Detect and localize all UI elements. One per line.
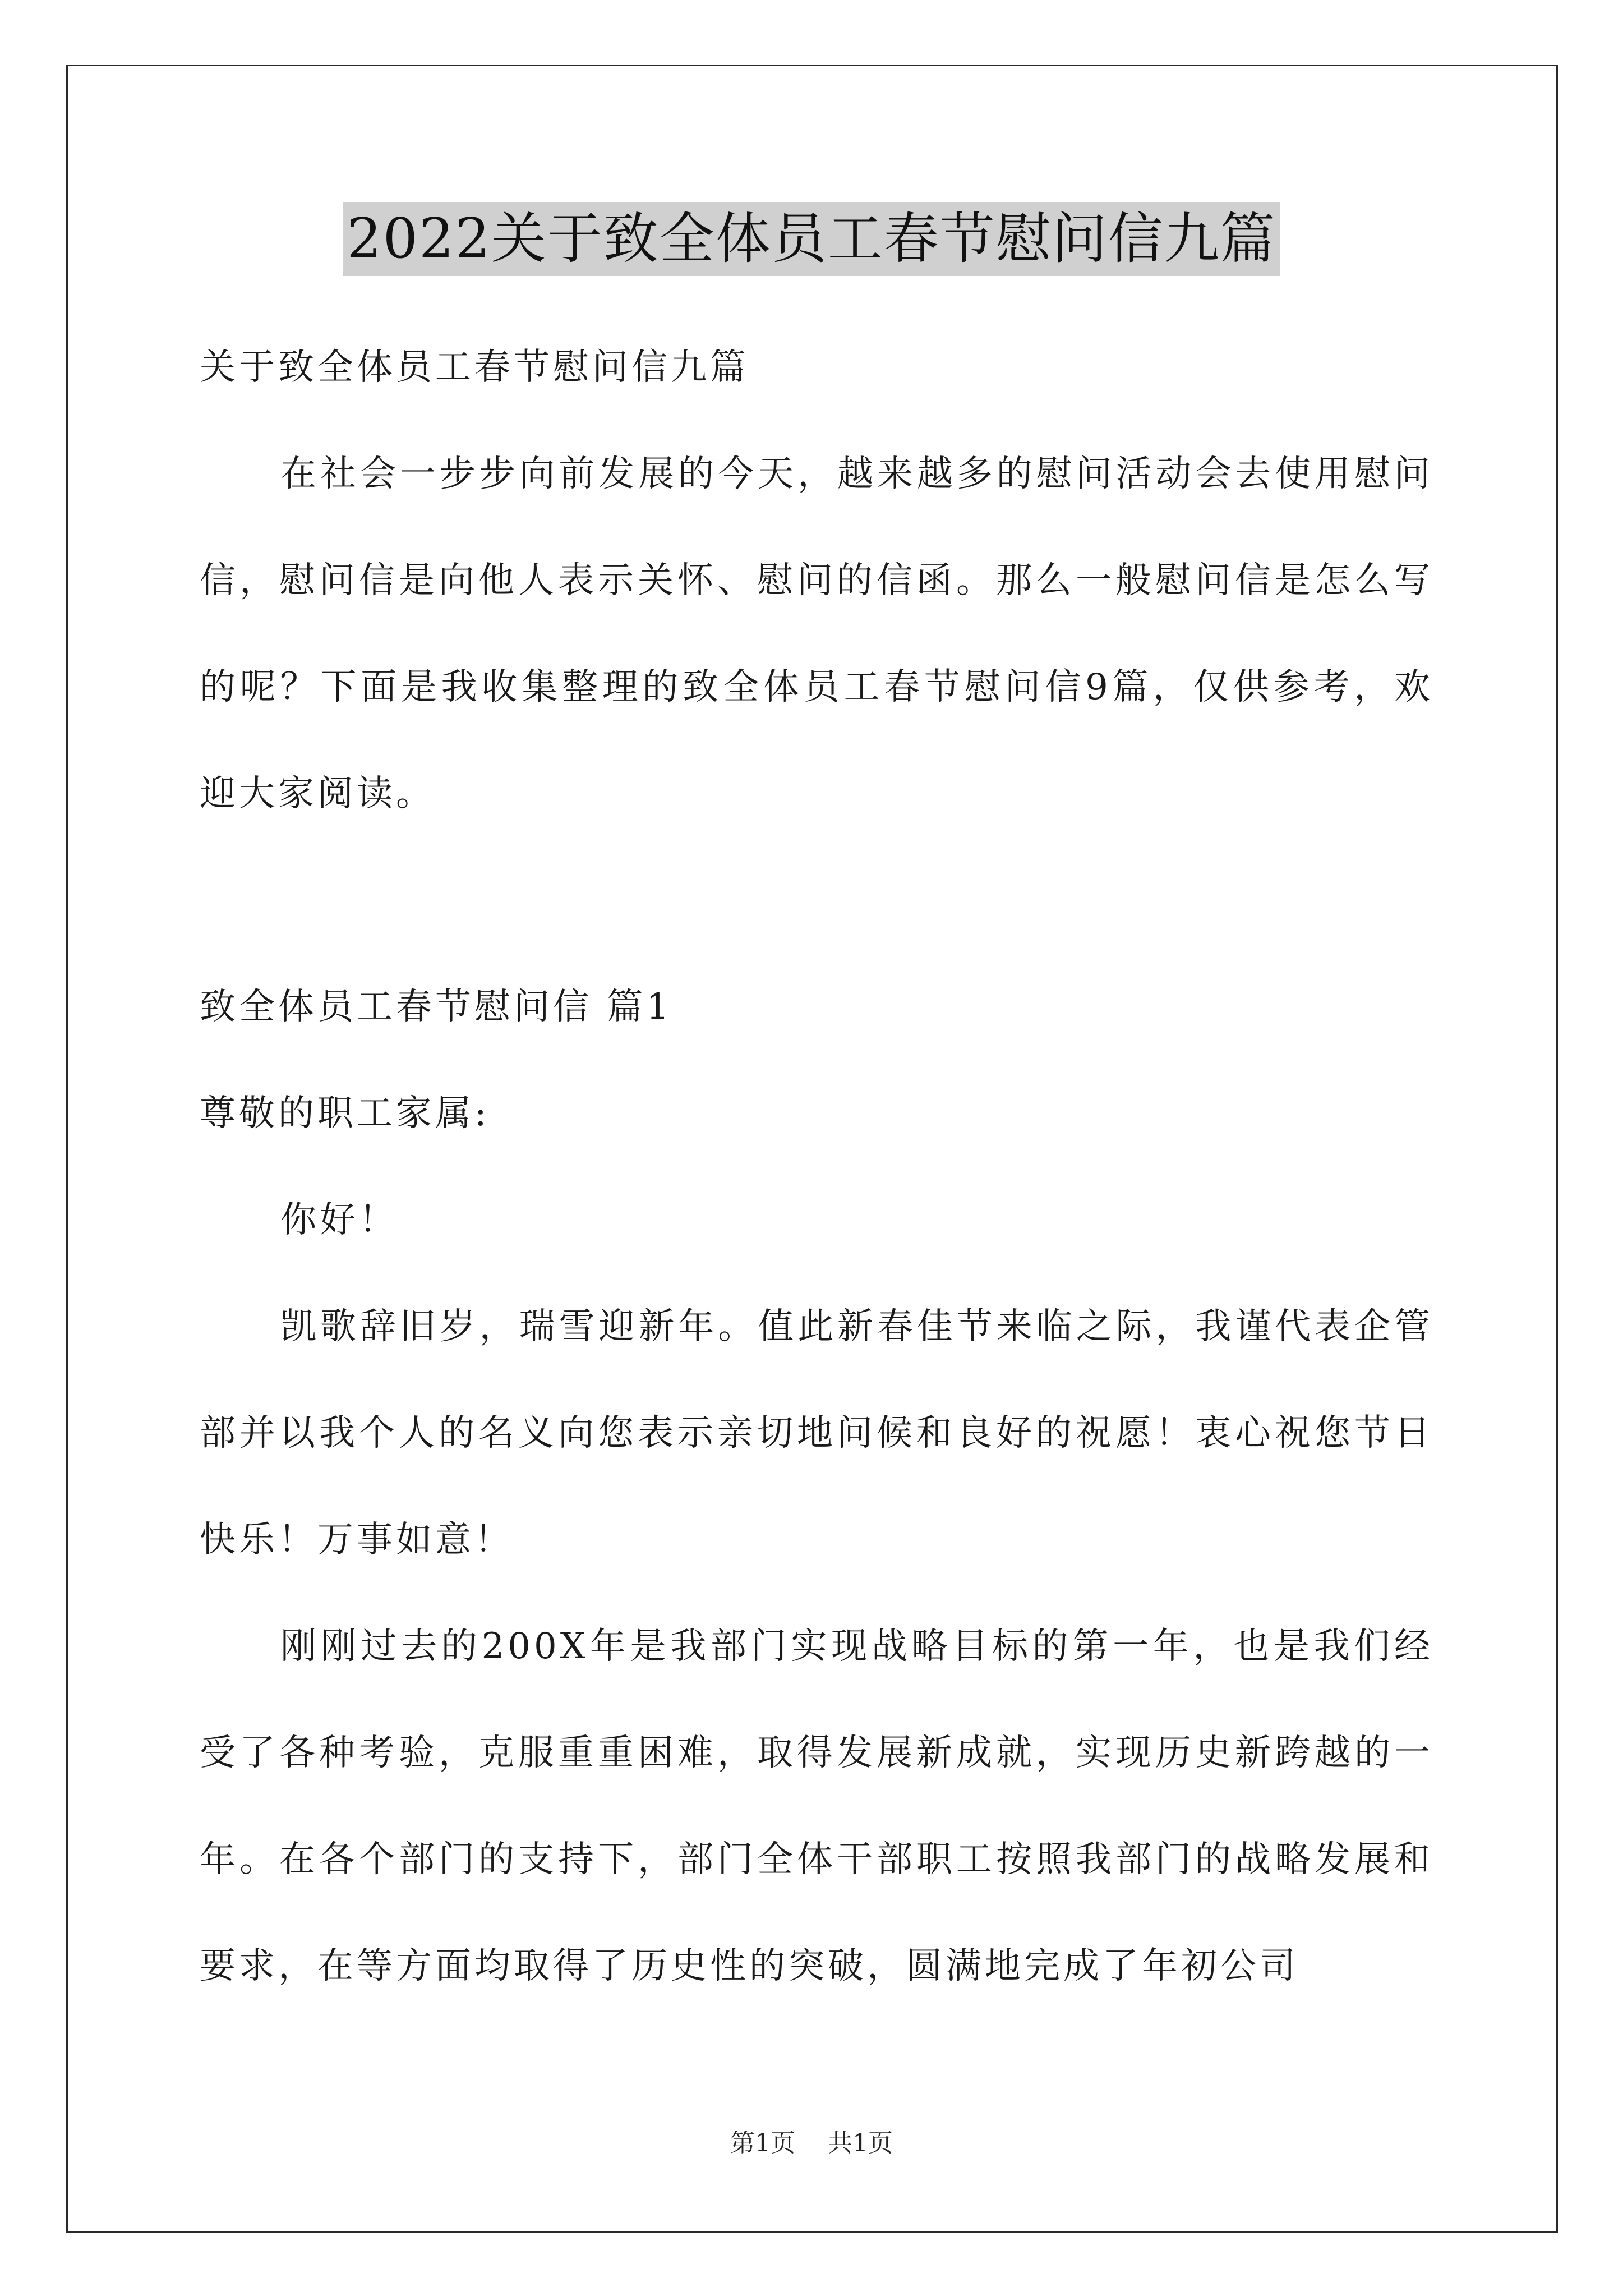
body-paragraph-2: 刚刚过去的200X年是我部门实现战略目标的第一年，也是我们经受了各种考验，克服重重困难，取得发展新成就，实现历史新跨越的一年。在各个部门的支持下，部门全体干部职工按照我部门的战略发展和要求，在等方面均取得了历史性的突破，圆满地完成了年初公司 [200, 1626, 1433, 1987]
document-body [200, 314, 1433, 2019]
document-title: 2022关于致全体员工春节慰问信九篇 [343, 202, 1279, 276]
salutation: 尊敬的职工家属: [200, 1093, 490, 1134]
greeting: 你好！ [280, 1199, 398, 1241]
section-heading: 致全体员工春节慰问信 篇1 [200, 986, 673, 1028]
intro-paragraph: 在社会一步步向前发展的今天，越来越多的慰问活动会去使用慰问信，慰问信是向他人表示关怀、慰问的信函。那么一般慰问信是怎么写的呢？下面是我收集整理的致全体员工春节慰问信9篇，仅供参考，欢迎大家阅读。 [200, 453, 1433, 815]
page-number: 第1页 [730, 2129, 795, 2157]
page-footer [0, 2123, 1623, 2159]
title-container [0, 202, 1623, 276]
body-paragraph-1: 凯歌辞旧岁，瑞雪迎新年。值此新春佳节来临之际，我谨代表企管部并以我个人的名义向您表示亲切地问候和良好的祝愿！衷心祝您节日快乐！万事如意！ [200, 1306, 1433, 1561]
subtitle: 关于致全体员工春节慰问信九篇 [200, 347, 749, 388]
paragraph-spacer [200, 847, 1433, 954]
page-total: 共1页 [828, 2129, 893, 2157]
